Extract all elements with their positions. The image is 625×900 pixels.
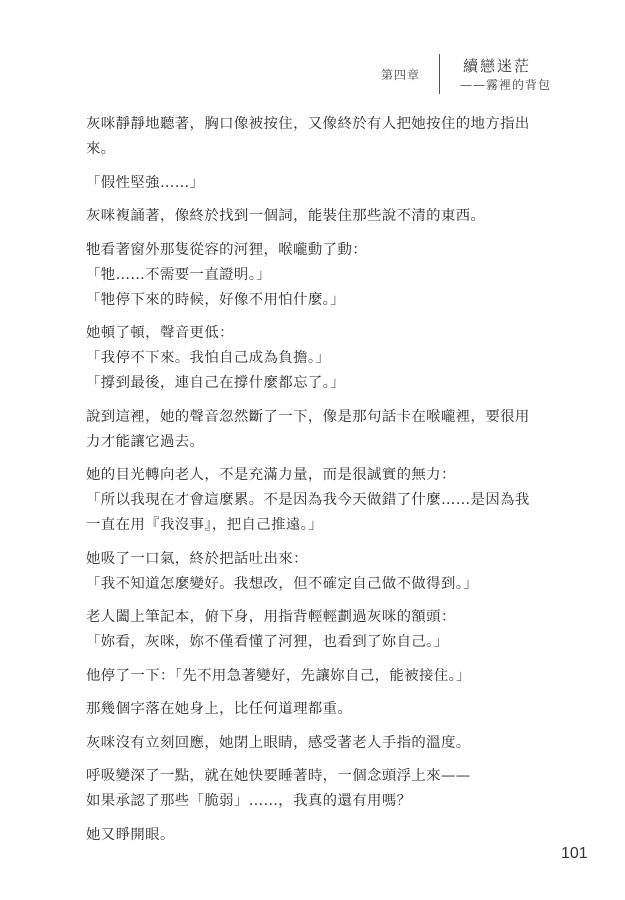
page-number: 101 <box>561 845 588 862</box>
text-line: 「妳看，灰咪，妳不僅看懂了河狸，也看到了妳自己。」 <box>86 634 449 650</box>
text-line: 來。 <box>86 141 116 157</box>
paragraph <box>86 204 550 229</box>
section-title: ——霧裡的背包 <box>460 78 552 92</box>
paragraph <box>86 112 550 162</box>
text-line: 她頓了頓，聲音更低： <box>86 325 234 341</box>
paragraph <box>86 463 550 538</box>
text-line: 那幾個字落在她身上，比任何道理都重。 <box>86 701 353 717</box>
header-divider <box>439 54 440 94</box>
text-line: 灰咪靜靜地聽著，胸口像被按住，又像終於有人把她按住的地方指出 <box>86 116 530 132</box>
text-line: 他停了一下：「先不用急著變好，先讓妳自己，能被接住。」 <box>86 667 471 684</box>
text-line: 牠看著窗外那隻從容的河狸，喉嚨動了動： <box>86 241 368 258</box>
text-line: 「所以我現在才會這麼累。不是因為我今天做錯了什麼……是因為我 <box>86 492 530 508</box>
paragraph <box>86 605 550 655</box>
text-line: 「牠停下來的時候，好像不用怕什麼。」 <box>86 291 346 308</box>
text-line: 老人闔上筆記本，俯下身，用指背輕輕劃過灰咪的額頭： <box>86 609 456 625</box>
running-header <box>0 52 625 104</box>
text-line: 力才能讓它過去。 <box>86 433 205 450</box>
text-line: 「假性堅強……」 <box>86 174 205 191</box>
text-line: 「撐到最後，連自己在撐什麼都忘了。」 <box>86 375 346 391</box>
paragraph <box>86 731 550 756</box>
text-line: 如果承認了那些「脆弱」……，我真的還有用嗎？ <box>86 793 412 809</box>
paragraph <box>86 547 550 597</box>
text-line: 呼吸變深了一點，就在她快要睡著時，一個念頭浮上來—— <box>86 768 471 784</box>
text-line: 灰咪複誦著，像終於找到一個詞，能裝住那些說不清的東西。 <box>86 208 486 224</box>
body-text <box>86 112 550 856</box>
text-line: 「我不知道怎麼變好。我想改，但不確定自己做不做得到。」 <box>86 575 479 592</box>
paragraph <box>86 764 550 814</box>
paragraph <box>86 405 550 455</box>
text-line: 她又睜開眼。 <box>86 826 175 843</box>
paragraph <box>86 664 550 689</box>
text-line: 「我停不下來。我怕自己成為負擔。」 <box>86 350 331 366</box>
paragraph <box>86 171 550 196</box>
chapter-label: 第四章 <box>381 68 421 82</box>
chapter-title: 續戀迷茫 <box>463 57 532 75</box>
paragraph <box>86 823 550 848</box>
text-line: 「牠……不需要一直證明。」 <box>86 266 272 283</box>
text-line: 一直在用『我沒事』，把自己推遠。」 <box>86 517 324 533</box>
text-line: 灰咪沒有立刻回應，她閉上眼睛，感受著老人手指的溫度。 <box>86 734 471 751</box>
text-line: 她的目光轉向老人，不是充滿力量，而是很誠實的無力： <box>86 467 456 483</box>
paragraph <box>86 238 550 313</box>
text-line: 說到這裡，她的聲音忽然斷了一下，像是那句話卡在喉嚨裡，要很用 <box>86 408 530 425</box>
paragraph <box>86 697 550 722</box>
paragraph <box>86 321 550 396</box>
text-line: 她吸了一口氣，終於把話吐出來： <box>86 550 308 567</box>
